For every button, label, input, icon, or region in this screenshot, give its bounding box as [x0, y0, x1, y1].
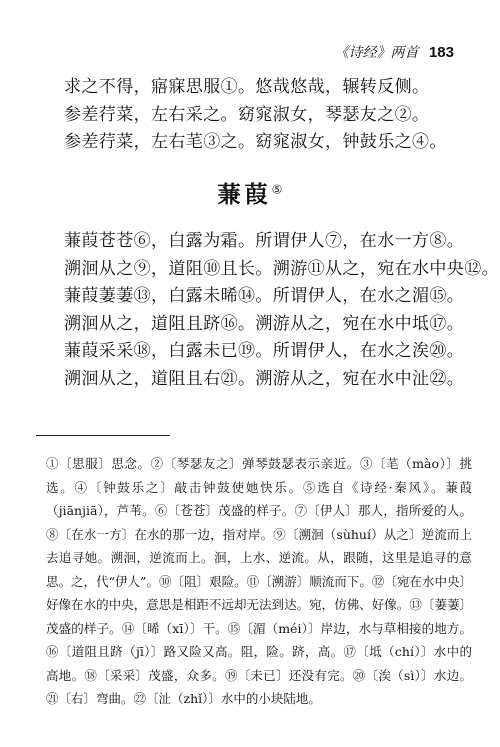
poem-jianjia: [64, 228, 499, 394]
poem-line: 参差荇菜，左右芼③之。窈窕淑女，钟鼓乐之④。: [64, 132, 447, 153]
running-title: 《诗经》两首: [334, 45, 419, 61]
poem-line: 蒹葭萋萋⑬，白露未晞⑭。所谓伊人，在水之湄⑮。: [64, 286, 465, 307]
footnote-divider: [36, 435, 170, 436]
poem-line: 蒹葭苍苍⑥，白露为霜。所谓伊人⑦，在水一方⑧。: [64, 231, 465, 251]
poem-line: 溯洄从之⑨，道阻⑩且长。溯游⑪从之，宛在水中央⑫。: [64, 258, 499, 279]
poem-line: 求之不得，寤寐思服①。悠哉悠哉，辗转反侧。: [64, 77, 430, 97]
page-header: [335, 42, 454, 62]
poem-title: [0, 176, 500, 209]
page-number: 183: [428, 44, 454, 61]
poem-title-note-marker: ⑤: [271, 182, 283, 197]
poem-title-text: 蒹葭: [217, 181, 272, 208]
poem-line: 溯洄从之，道阻且右㉑。溯游从之，宛在水中沚㉒。: [64, 368, 465, 389]
poem-line: 蒹葭采采⑱，白露未已⑲。所谓伊人，在水之涘⑳。: [64, 341, 465, 362]
poem-guanju-ending: [64, 74, 462, 157]
poem-line: 参差荇菜，左右采之。窈窕淑女，琴瑟友之②。: [64, 104, 430, 125]
poem-line: 溯洄从之，道阻且跻⑯。溯游从之，宛在水中坻⑰。: [64, 313, 465, 334]
footnotes: ①〔思服〕思念。②〔琴瑟友之〕弹琴鼓瑟表示亲近。③〔芼（mào）〕挑选。④〔钟鼓乐之〕敲击钟鼓使她快乐。⑤选自《诗经·秦风》。蒹葭（jiānjiā），芦苇。⑥〔苍苍〕茂盛的样子。⑦〔伊人〕那人，指所爱的人。⑧〔在水一方〕在水的那一边，指对岸。⑨〔溯洄（sùhuí）从之〕逆流而上去追寻她。溯洄，逆流而上。洄，上水、逆流。从，跟随，这里是追寻的意思。之，代“伊人”。⑩〔阻〕艰险。⑪〔溯游〕顺流而下。⑫〔宛在水中央〕好像在水的中央，意思是相距不远却无法到达。宛，仿佛、好像。⑬〔萋萋〕茂盛的样子。⑭〔晞（xī）〕干。⑮〔湄（méi）〕岸边，水与草相接的地方。⑯〔道阻且跻（jī）〕路又险又高。阻，险。跻，高。⑰〔坻（chí）〕水中的高地。⑱〔采采〕茂盛，众多。⑲〔未已〕还没有完。⑳〔涘（sì）〕水边。㉑〔右〕弯曲。㉒〔沚（zhǐ）〕水中的小块陆地。: [46, 456, 472, 706]
